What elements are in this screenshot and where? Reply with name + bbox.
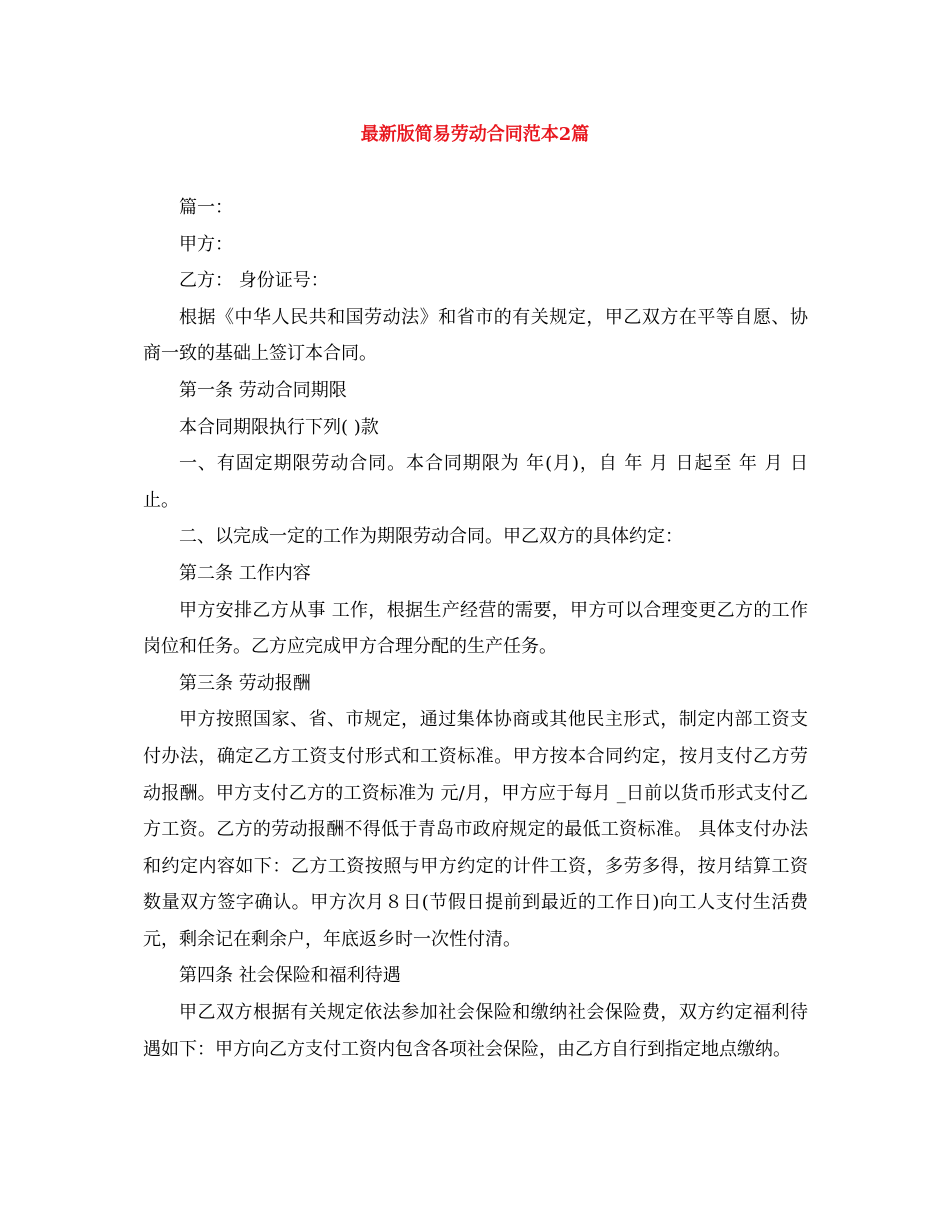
- article-2-heading: 第二条 工作内容: [179, 562, 311, 584]
- paragraph-section-label: 篇一：: [179, 197, 233, 218]
- article-3-heading: 第三条 劳动报酬: [179, 672, 311, 694]
- paragraph-task-term: 二、以完成一定的工作为期限劳动合同。甲乙双方的具体约定：: [179, 526, 683, 548]
- paragraph-work-content: 甲方安排乙方从事 工作，根据生产经营的需要，甲方可以合理变更乙方的工作岗位和任务。乙方应完成甲方合理分配的生产任务。: [143, 599, 808, 658]
- paragraph-term-option: 本合同期限执行下列( )款: [179, 416, 379, 438]
- article-4-heading: 第四条 社会保险和福利待遇: [179, 965, 401, 987]
- article-1-heading: 第一条 劳动合同期限: [179, 379, 347, 401]
- paragraph-party-a: 甲方：: [179, 233, 233, 255]
- paragraph-preamble: 根据《中华人民共和国劳动法》和省市的有关规定，甲乙双方在平等自愿、协商一致的基础上签订本合同。: [143, 306, 808, 365]
- paragraph-fixed-term: 一、有固定期限劳动合同。本合同期限为 年(月)，自 年 月 日起至 年 月 日止。: [143, 453, 808, 511]
- paragraph-remuneration: 甲方按照国家、省、市规定，通过集体协商或其他民主形式，制定内部工资支付办法，确定乙方工资支付形式和工资标准。甲方按本合同约定，按月支付乙方劳动报酬。甲方支付乙方的工资标准为 元/月，甲方应于每月 _日前以货币形式支付乙方工资。乙方的劳动报酬不得低于青岛市政府规定的最低工资标准。 具体支付办法和约定内容如下：乙方工资按照与甲方约定的计件工资，多劳多得，按月结算工资数量双方签字确认。甲方次月８日(节假日提前到最近的工作日)向工人支付生活费 元，剩余记在剩余户，年底返乡时一次性付清。: [143, 709, 808, 950]
- document-title: 最新版简易劳动合同范本2篇: [360, 124, 590, 145]
- document-body: [143, 190, 808, 1068]
- paragraph-social-insurance: 甲乙双方根据有关规定依法参加社会保险和缴纳社会保险费，双方约定福利待遇如下：甲方向乙方支付工资内包含各项社会保险，由乙方自行到指定地点缴纳。: [143, 1002, 808, 1060]
- paragraph-party-b: 乙方： 身份证号：: [179, 270, 329, 292]
